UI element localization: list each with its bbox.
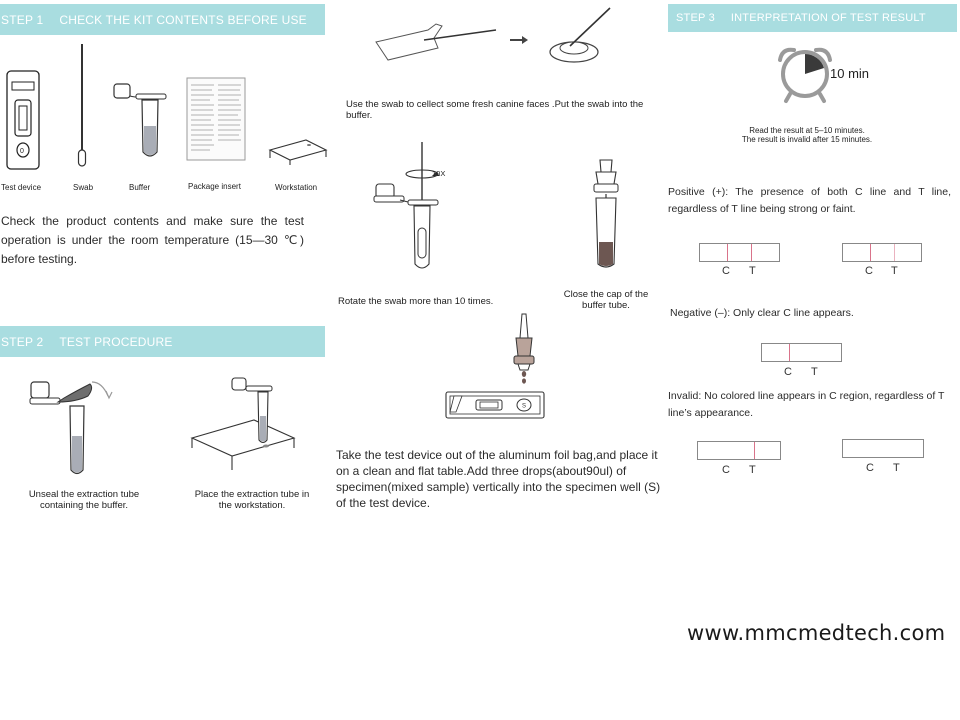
timer-clock-icon xyxy=(776,44,834,104)
caption-collect-sample: Use the swab to cellect some fresh canine faces .Put the swab into the buffer. xyxy=(346,99,644,121)
strip-t-label: T xyxy=(891,265,898,277)
positive-strip-1 xyxy=(699,243,780,262)
c-line xyxy=(870,244,871,261)
svg-text:0: 0 xyxy=(20,148,24,155)
website-url: www.mmcmedtech.com xyxy=(687,621,946,645)
close-cap-illustration xyxy=(584,158,628,270)
strip-t-label: T xyxy=(811,366,818,378)
step2-banner xyxy=(0,326,325,357)
test-device-icon xyxy=(6,70,42,170)
read-time-line2: The result is invalid after 15 minutes. xyxy=(741,135,873,144)
strip-c-label: C xyxy=(784,366,792,378)
rotate-swab-illustration xyxy=(372,140,462,272)
t-line xyxy=(894,244,895,261)
step2-number: STEP 2 xyxy=(1,334,44,349)
invalid-description: Invalid: No colored line appears in C region, regardless of T line’s appearance. xyxy=(668,390,945,419)
step1-title: CHECK THE KIT CONTENTS BEFORE USE xyxy=(59,12,307,27)
caption-unseal-tube: Unseal the extraction tube containing the buffer. xyxy=(28,489,140,511)
swab-icon xyxy=(76,44,88,168)
t-line xyxy=(751,244,752,261)
c-line xyxy=(789,344,790,361)
workstation-icon xyxy=(268,136,328,166)
strip-c-label: C xyxy=(866,462,874,474)
step3-number: STEP 3 xyxy=(676,12,715,24)
strip-t-label: T xyxy=(893,462,900,474)
caption-add-specimen: Take the test device out of the aluminum foil bag,and place it on a clean and flat table.Add three drops(about90ul) of specimen(mixed sample) vertically into the specimen well (S) of the test device. xyxy=(336,448,661,510)
step1-instructions: Check the product contents and make sure the test operation is under the room temperature (15—30 ℃) before testing. xyxy=(1,214,304,266)
invalid-strip-2 xyxy=(842,439,924,458)
positive-strip-2 xyxy=(842,243,922,262)
package-insert-icon xyxy=(186,77,246,161)
device-specimen-well-label: S xyxy=(522,403,527,410)
item-label-package-insert: Package insert xyxy=(188,182,241,191)
item-label-test-device: Test device xyxy=(1,183,42,192)
add-specimen-illustration xyxy=(444,312,548,424)
step3-title: INTERPRETATION OF TEST RESULT xyxy=(730,12,926,24)
item-label-swab: Swab xyxy=(73,183,94,192)
negative-description: Negative (–): Only clear C line appears. xyxy=(670,307,854,319)
strip-c-label: C xyxy=(722,464,730,476)
item-label-workstation: Workstation xyxy=(275,183,318,192)
read-time-line1: Read the result at 5–10 minutes. xyxy=(749,126,865,135)
strip-t-label: T xyxy=(749,265,756,277)
step1-number: STEP 1 xyxy=(1,12,44,27)
step2-title: TEST PROCEDURE xyxy=(59,334,173,349)
strip-c-label: C xyxy=(865,265,873,277)
timer-label: 10 min xyxy=(830,66,870,81)
strip-t-label: T xyxy=(749,464,756,476)
buffer-tube-icon xyxy=(110,82,168,162)
strip-c-label: C xyxy=(722,265,730,277)
caption-rotate-swab: Rotate the swab more than 10 times. xyxy=(338,296,494,307)
step1-banner xyxy=(0,4,325,35)
tube-in-workstation-illustration xyxy=(188,376,298,472)
positive-description: Positive (+): The presence of both C line and T line, regardless of T line being strong or faint. xyxy=(668,186,951,215)
c-line xyxy=(727,244,728,261)
unseal-tube-illustration xyxy=(28,380,112,478)
invalid-strip-1 xyxy=(697,441,781,460)
step3-banner xyxy=(668,4,957,32)
item-label-buffer: Buffer xyxy=(129,183,151,192)
caption-close-cap: Close the cap of the buffer tube. xyxy=(563,289,649,311)
collect-sample-illustration xyxy=(374,6,644,68)
caption-place-tube: Place the extraction tube in the workstation. xyxy=(194,489,310,511)
t-line xyxy=(754,442,755,459)
negative-strip xyxy=(761,343,842,362)
rotation-count-label: 10X xyxy=(432,169,446,178)
